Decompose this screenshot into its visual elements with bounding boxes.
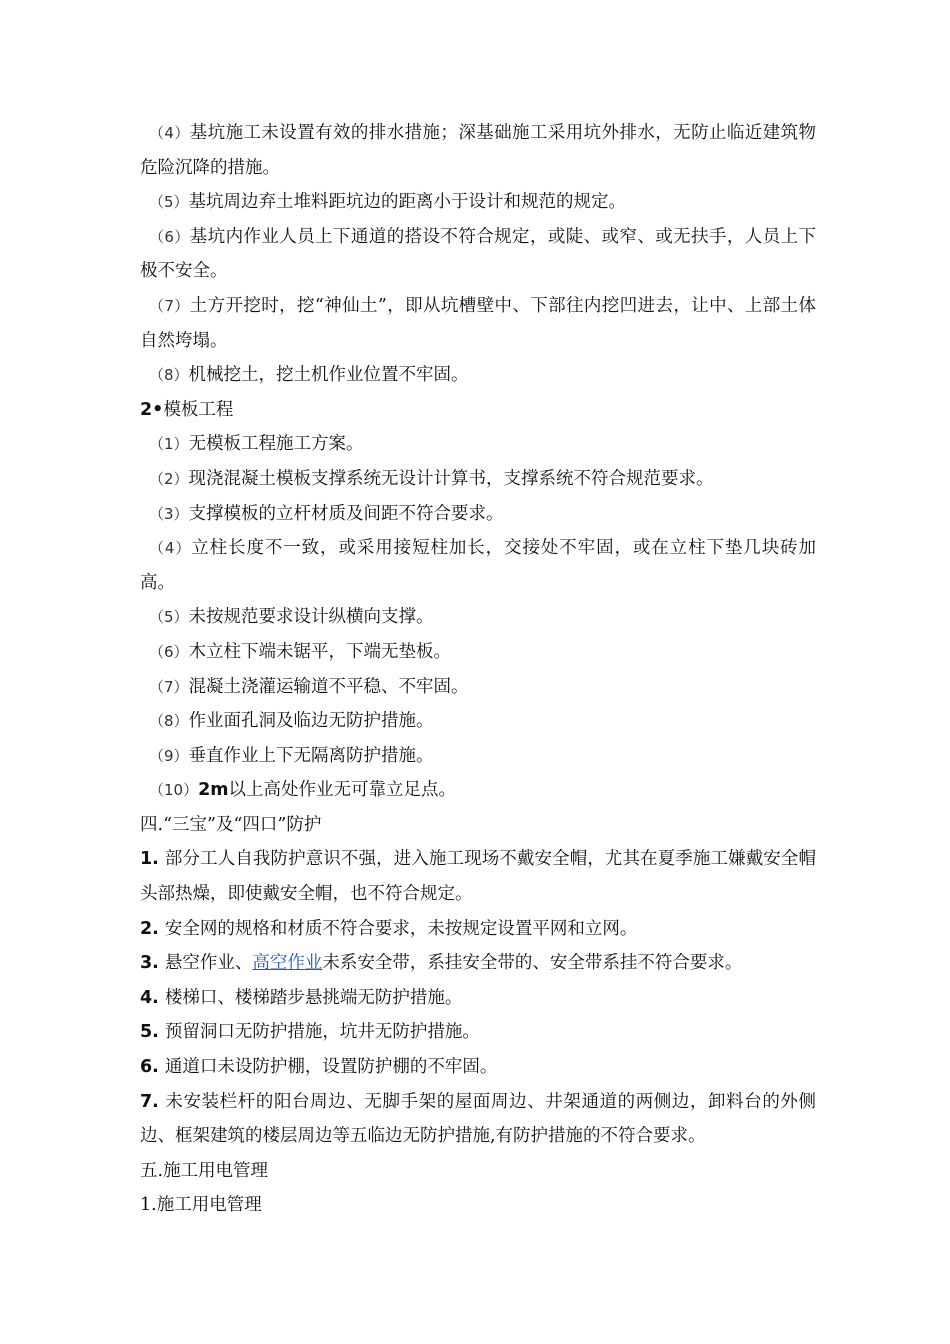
excavation-item-7 [140,289,816,358]
item-marker: （6） [149,227,190,246]
heading-number: 2• [140,399,164,420]
formwork-item-3 [140,497,816,532]
item-text: 通道口未设防护棚，设置防护棚的不牢固。 [164,1057,498,1078]
item-text: 预留洞口无防护措施，坑井无防护措施。 [164,1022,480,1043]
heading-text: 五.施工用电管理 [140,1160,269,1181]
item-text: 现浇混凝土模板支撑系统无设计计算书，支撑系统不符合规范要求。 [188,468,714,489]
section-heading-protection [140,808,816,843]
item-marker: （4） [149,539,192,558]
item-number: 3. [140,953,159,974]
item-text: 基坑内作业人员上下通道的搭设不符合规定，或陡、或窄、或无扶手，人员上下极不安全。 [140,226,817,282]
item-text: 支撑模板的立杆材质及间距不符合要求。 [188,503,504,524]
item-marker: （10） [149,781,199,800]
item-marker: （9） [149,746,189,765]
item-marker: （8） [149,712,189,731]
high-altitude-work-link[interactable]: 高空作业 [252,953,323,974]
formwork-item-5 [140,600,816,635]
item-number: 6. [140,1057,159,1078]
formwork-item-8 [140,704,816,739]
item-text: 未按规范要求设计纵横向支撑。 [188,607,434,628]
height-value: 2m [198,780,229,801]
item-marker: （1） [149,435,189,454]
item-text: 木立柱下端未锯平，下端无垫板。 [188,641,452,662]
item-text: 基坑施工未设置有效的排水措施；深基础施工采用坑外排水，无防止临近建筑物危险沉降的措施。 [140,123,817,178]
item-text: 混凝土浇灌运输道不平稳、不牢固。 [188,676,469,697]
protection-item-4 [140,981,816,1016]
item-marker: （2） [149,469,189,488]
section-heading-formwork [140,393,816,428]
item-marker: （5） [149,608,189,627]
formwork-item-1 [140,427,816,462]
item-marker: （4） [149,124,190,142]
excavation-item-8 [140,358,816,393]
item-text: 部分工人自我防护意识不强，进入施工现场不戴安全帽，尤其在夏季施工嫌戴安全帽头部热燥，即使戴安全帽，也不符合规定。 [140,849,816,905]
item-marker: （5） [149,193,189,212]
formwork-item-6 [140,635,816,670]
item-marker: （8） [149,366,189,385]
protection-item-6 [140,1050,816,1085]
item-text: 未系安全带，系挂安全带的、安全带系挂不符合要求。 [322,953,743,974]
protection-item-3 [140,946,816,981]
item-text: 悬空作业、 [164,953,253,974]
item-text: 土方开挖时，挖“神仙土”，即从坑槽壁中、下部往内挖凹进去，让中、上部土体自然垮塌。 [140,295,817,351]
protection-item-5 [140,1015,816,1050]
protection-item-7 [140,1085,816,1154]
formwork-item-9 [140,739,816,774]
item-marker: （7） [149,677,189,696]
item-text: 安全网的规格和材质不符合要求，未按规定设置平网和立网。 [164,918,638,939]
protection-item-2 [140,912,816,947]
item-text: 垂直作业上下无隔离防护措施。 [188,745,434,766]
item-text: 以上高处作业无可靠立足点。 [228,780,457,801]
item-text: 立柱长度不一致，或采用接短柱加长，交接处不牢固，或在立柱下垫几块砖加高。 [140,538,816,593]
item-text: 楼梯口、楼梯踏步悬挑端无防护措施。 [164,987,463,1008]
item-number: 5. [140,1022,159,1043]
item-text: 作业面孔洞及临边无防护措施。 [188,711,434,732]
item-number: 4. [140,987,159,1008]
item-text: 未安装栏杆的阳台周边、无脚手架的屋面周边、井架通道的两侧边，卸料台的外侧边、框架建筑的楼层周边等五临边无防护措施,有防护措施的不符合要求。 [140,1091,816,1147]
heading-text: 1.施工用电管理 [140,1195,262,1216]
formwork-item-2 [140,462,816,497]
item-number: 1. [140,849,159,870]
heading-text: 四.“三宝”及“四口”防护 [140,814,322,835]
formwork-item-4 [140,531,816,600]
item-marker: （3） [149,504,189,523]
section-heading-electricity [140,1154,816,1189]
excavation-item-5 [140,185,816,220]
item-text: 无模板工程施工方案。 [188,434,364,455]
item-text: 基坑周边弃土堆料距坑边的距离小于设计和规范的规定。 [188,192,627,213]
formwork-item-10 [140,773,816,808]
protection-item-1 [140,842,816,911]
excavation-item-6 [140,220,816,289]
excavation-item-4 [140,116,816,185]
item-text: 机械挖土，挖土机作业位置不牢固。 [188,365,469,386]
formwork-item-7 [140,670,816,705]
document-body [140,116,816,1223]
item-marker: （7） [149,296,190,315]
subsection-heading-electricity [140,1188,816,1223]
item-marker: （6） [149,642,189,661]
heading-text: 模板工程 [163,399,234,420]
item-number: 7. [140,1091,159,1112]
item-number: 2. [140,918,159,939]
